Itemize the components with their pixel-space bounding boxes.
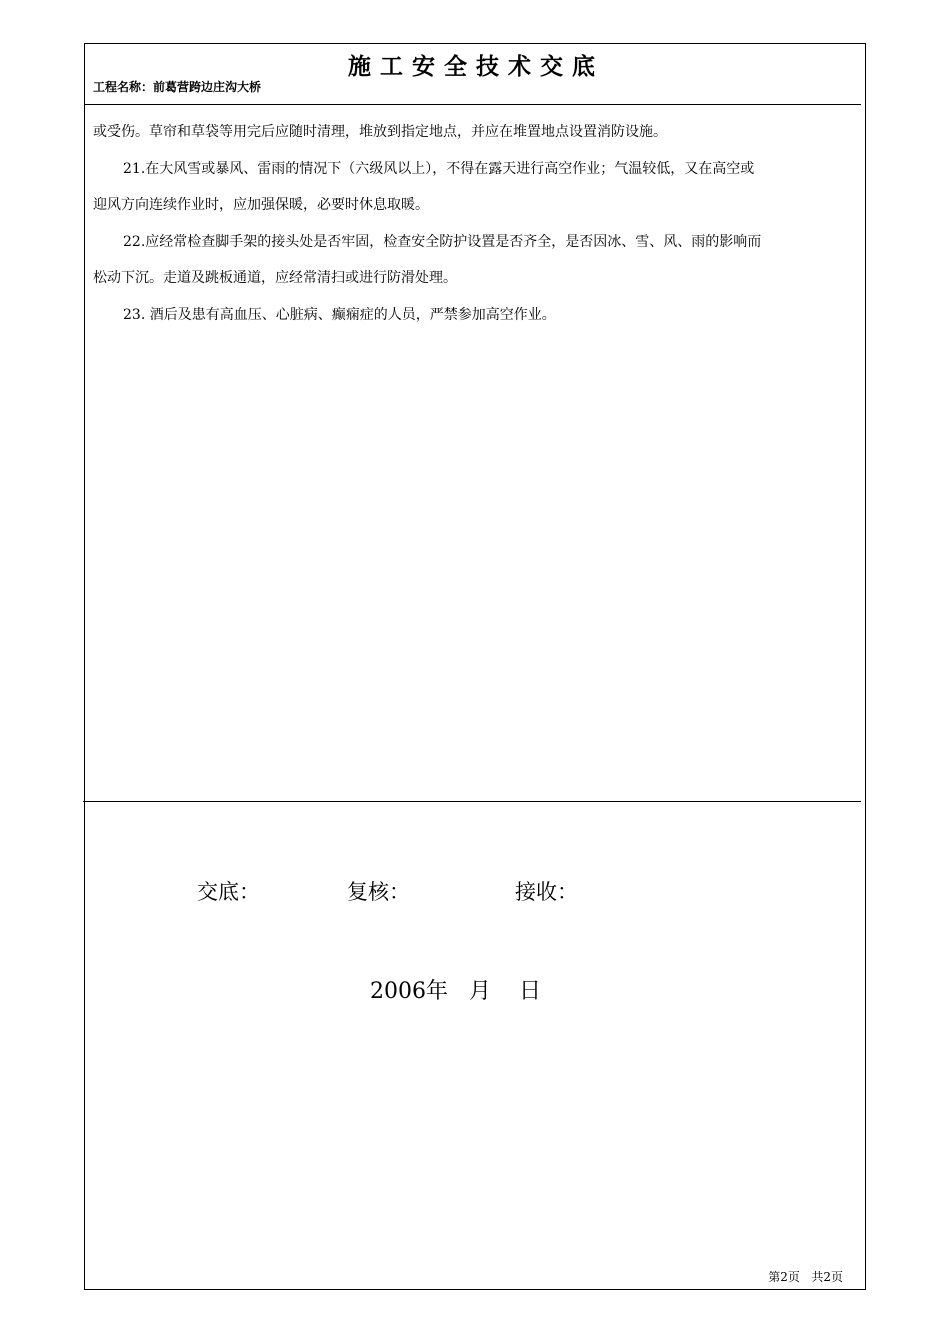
handover-signature-label: 交底： xyxy=(197,880,260,904)
header-divider xyxy=(85,104,861,105)
document-frame xyxy=(84,43,866,1290)
paragraph-item-21-cont: 迎风方向连续作业时，应加强保暖，必要时休息取暖。 xyxy=(93,197,429,213)
receive-signature-label: 接收： xyxy=(515,880,578,904)
review-signature-label: 复核： xyxy=(347,880,410,904)
paragraph-item-23: 23. 酒后及患有高血压、心脏病、癫痫症的人员，严禁参加高空作业。 xyxy=(123,306,556,323)
signature-date: 2006年 月 日 xyxy=(370,979,541,1004)
document-title: 施工安全技术交底 xyxy=(348,54,604,80)
page-number: 第2页 共2页 xyxy=(768,1270,843,1284)
paragraph-item-21: 21.在大风雪或暴风、雷雨的情况下（六级风以上），不得在露天进行高空作业；气温较低，又在高空或 xyxy=(123,160,755,177)
paragraph-continuation: 或受伤。草帘和草袋等用完后应随时清理，堆放到指定地点，并应在堆置地点设置消防设施。 xyxy=(93,124,667,140)
project-name: 工程名称：前葛营跨边庄沟大桥 xyxy=(93,80,262,94)
signature-divider xyxy=(83,801,861,802)
document-body xyxy=(93,114,863,333)
paragraph-item-22: 22.应经常检查脚手架的接头处是否牢固，检查安全防护设置是否齐全，是否因冰、雪、风、雨的影响而 xyxy=(123,233,762,250)
paragraph-item-22-cont: 松动下沉。走道及跳板通道，应经常清扫或进行防滑处理。 xyxy=(93,270,457,286)
